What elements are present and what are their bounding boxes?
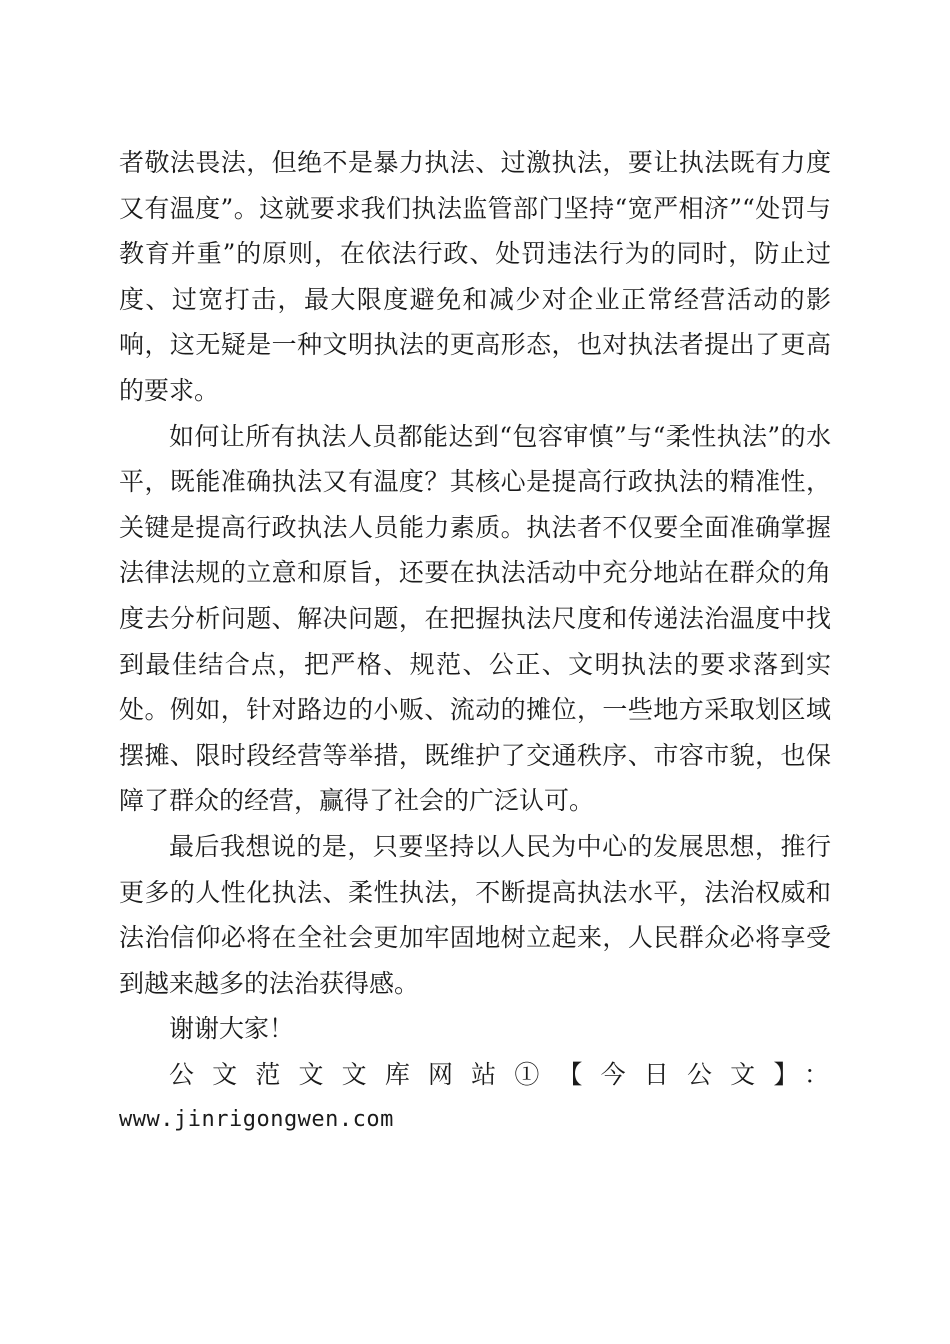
document-body <box>119 140 831 1143</box>
paragraph-continued: 者敬法畏法，但绝不是暴力执法、过激执法，要让执法既有力度又有温度”。这就要求我们执法监管部门坚持“宽严相济”“处罚与教育并重”的原则，在依法行政、处罚违法行为的同时，防止过度、过宽打击，最大限度避免和减少对企业正常经营活动的影响，这无疑是一种文明执法的更高形态，也对执法者提出了更高的要求。 <box>119 148 831 405</box>
paragraph-enforcement-quality: 如何让所有执法人员都能达到“包容审慎”与“柔性执法”的水平，既能准确执法又有温度？其核心是提高行政执法的精准性，关键是提高行政执法人员能力素质。执法者不仅要全面准确掌握法律法规的立意和原旨，还要在执法活动中充分地站在群众的角度去分析问题、解决问题，在把握执法尺度和传递法治温度中找到最佳结合点，把严格、规范、公正、文明执法的要求落到实处。例如，针对路边的小贩、流动的摊位，一些地方采取划区域摆摊、限时段经营等举措，既维护了交通秩序、市容市貌，也保障了群众的经营，赢得了社会的广泛认可。 <box>119 421 831 816</box>
paragraph-conclusion: 最后我想说的是，只要坚持以人民为中心的发展思想，推行更多的人性化执法、柔性执法，不断提高执法水平，法治权威和法治信仰必将在全社会更加牢固地树立起来，人民群众必将享受到越来越多的法治获得感。 <box>119 831 831 998</box>
paragraph-thanks: 谢谢大家！ <box>169 1014 295 1044</box>
footer-site-line: 公文范文文库网站①【今日公文】： <box>169 1059 831 1089</box>
footer-url: www.jinrigongwen.com <box>119 1107 394 1133</box>
